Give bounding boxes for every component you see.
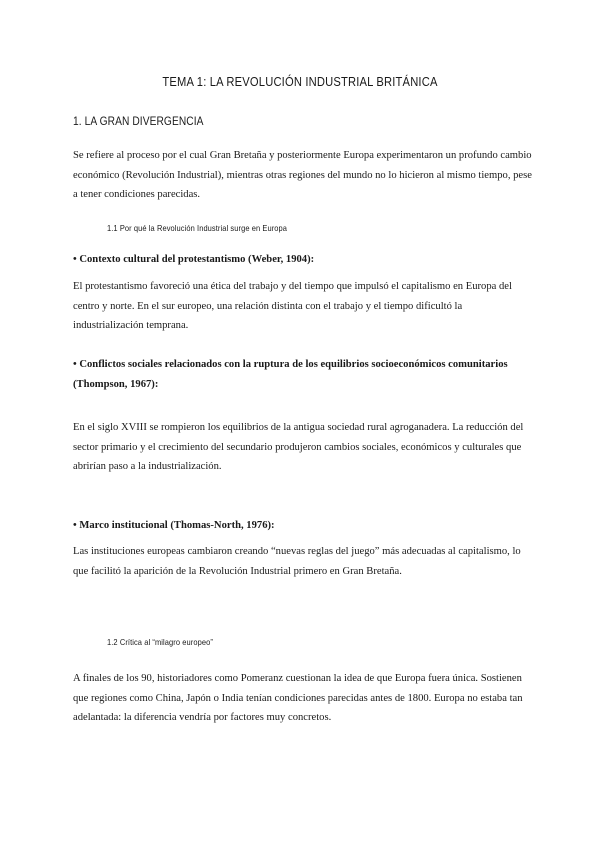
point-2-paragraph: En el siglo XVIII se rompieron los equilibrios de la antigua sociedad rural agroganadera. La reducción del sector primario y el crecimiento del secundario produjeron cambios sociales, económicos y culturales que abrirían paso a la industrialización. bbox=[73, 422, 524, 473]
point-1-paragraph: El protestantismo favoreció una ética del trabajo y del tiempo que impulsó el capitalismo en Europa del centro y norte. En el sur europeo, una relación distinta con el trabajo y el tiempo dificultó la industrialización temprana. bbox=[73, 281, 512, 332]
document-title: TEMA 1: LA REVOLUCIÓN INDUSTRIAL BRITÁNICA bbox=[162, 74, 438, 89]
point-3-paragraph: Las instituciones europeas cambiaron creando “nuevas reglas del juego” más adecuadas al capitalismo, lo que facilitó la aparición de la Revolución Industrial primero en Gran Bretaña. bbox=[73, 546, 521, 577]
subsection-1-heading: 1.1 Por qué la Revolución Industrial surge en Europa bbox=[107, 223, 288, 233]
point-1-heading: • Contexto cultural del protestantismo (Weber, 1904): bbox=[73, 254, 315, 265]
section-intro-paragraph: Se refiere al proceso por el cual Gran Bretaña y posteriormente Europa experimentaron un profundo cambio económico (Revolución Industrial), mientras otras regiones del mundo no lo hicieron al mismo tiempo, pese a tener condiciones parecidas. bbox=[73, 150, 532, 201]
point-3-heading: • Marco institucional (Thomas-North, 1976): bbox=[73, 520, 275, 531]
subsection-2-heading: 1.2 Crítica al “milagro europeo” bbox=[107, 637, 213, 647]
section-heading: 1. LA GRAN DIVERGENCIA bbox=[73, 114, 204, 128]
point-2-heading: • Conflictos sociales relacionados con la ruptura de los equilibrios socioeconómicos comunitarios (Thompson, 1967): bbox=[73, 359, 508, 390]
subsection-2-paragraph: A finales de los 90, historiadores como Pomeranz cuestionan la idea de que Europa fuera única. Sostienen que regiones como China, Japón o India tenían condiciones parecidas antes de 1800. Europa no estaba tan adelantada: la diferencia vendría por factores muy concretos. bbox=[73, 673, 523, 724]
